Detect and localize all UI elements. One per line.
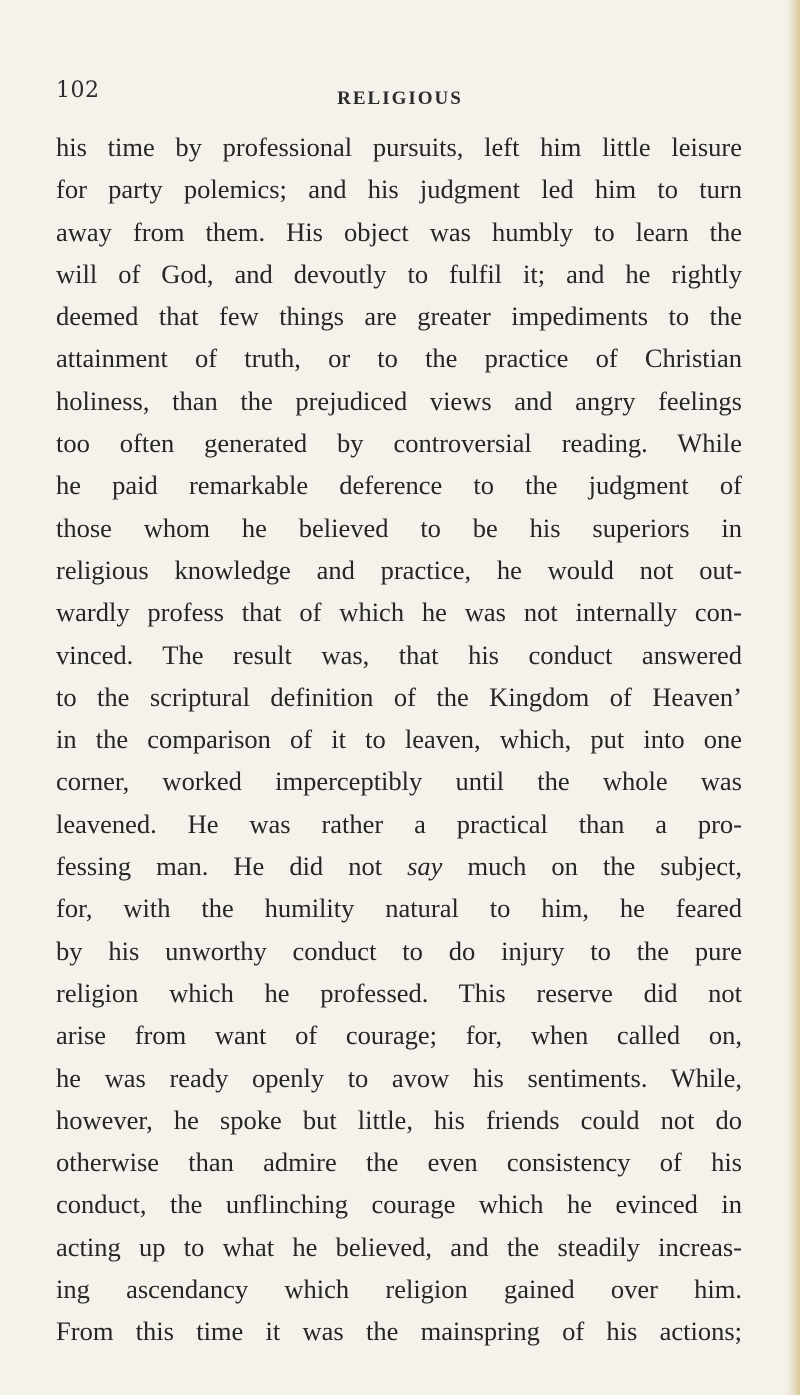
- text-line: however, he spoke but little, his friends could not do: [56, 1104, 742, 1135]
- running-head: RELIGIOUS: [337, 88, 463, 109]
- text-line: corner, worked imperceptibly until the whole was: [56, 766, 742, 797]
- text-line: religious knowledge and practice, he would not out-: [56, 554, 742, 585]
- text-line: otherwise than admire the even consistency of his: [56, 1147, 742, 1178]
- text-line: too often generated by controversial reading. While: [56, 428, 742, 459]
- text-line: holiness, than the prejudiced views and angry feelings: [56, 385, 742, 416]
- text-line: by his unworthy conduct to do injury to the pure: [56, 935, 742, 966]
- text-line: From this time it was the mainspring of his actions;: [56, 1316, 742, 1347]
- text-line: for party polemics; and his judgment led him to turn: [56, 174, 742, 205]
- text-line: religion which he professed. This reserve did not: [56, 977, 742, 1008]
- text-line: to the scriptural definition of the Kingdom of Heaven’: [56, 681, 742, 712]
- emphasized-word: say: [407, 851, 443, 882]
- text-line: those whom he believed to be his superiors in: [56, 512, 742, 543]
- page-number: 102: [56, 78, 100, 103]
- text-line: wardly profess that of which he was not internally con-: [56, 597, 742, 628]
- text-line: vinced. The result was, that his conduct answered: [56, 639, 742, 670]
- text-line: for, with the humility natural to him, he feared: [56, 893, 742, 924]
- text-line: he was ready openly to avow his sentiments. While,: [56, 1062, 742, 1093]
- text-line-with-emphasis: [56, 845, 742, 887]
- text-line: he paid remarkable deference to the judgment of: [56, 470, 742, 501]
- text-line: acting up to what he believed, and the steadily increas-: [56, 1231, 742, 1262]
- text-line: deemed that few things are greater impediments to the: [56, 301, 742, 332]
- text-line: his time by professional pursuits, left him little leisure: [56, 132, 742, 162]
- text-line: ing ascendancy which religion gained over him.: [56, 1274, 742, 1305]
- text-line: arise from want of courage; for, when called on,: [56, 1020, 742, 1051]
- text-line: in the comparison of it to leaven, which, put into one: [56, 724, 742, 755]
- page-edge: [786, 0, 800, 1395]
- text-line: conduct, the unflinching courage which he evinced in: [56, 1189, 742, 1220]
- text-line: leavened. He was rather a practical than a pro-: [56, 808, 742, 839]
- text-line: will of God, and devoutly to fulfil it; and he rightly: [56, 258, 742, 289]
- text-line: away from them. His object was humbly to learn the: [56, 216, 742, 247]
- text-segment: much on the subject,: [467, 851, 742, 882]
- text-line: attainment of truth, or to the practice of Christian: [56, 343, 742, 374]
- text-segment: fessing man. He did not: [56, 851, 383, 882]
- body-text: [56, 126, 742, 1353]
